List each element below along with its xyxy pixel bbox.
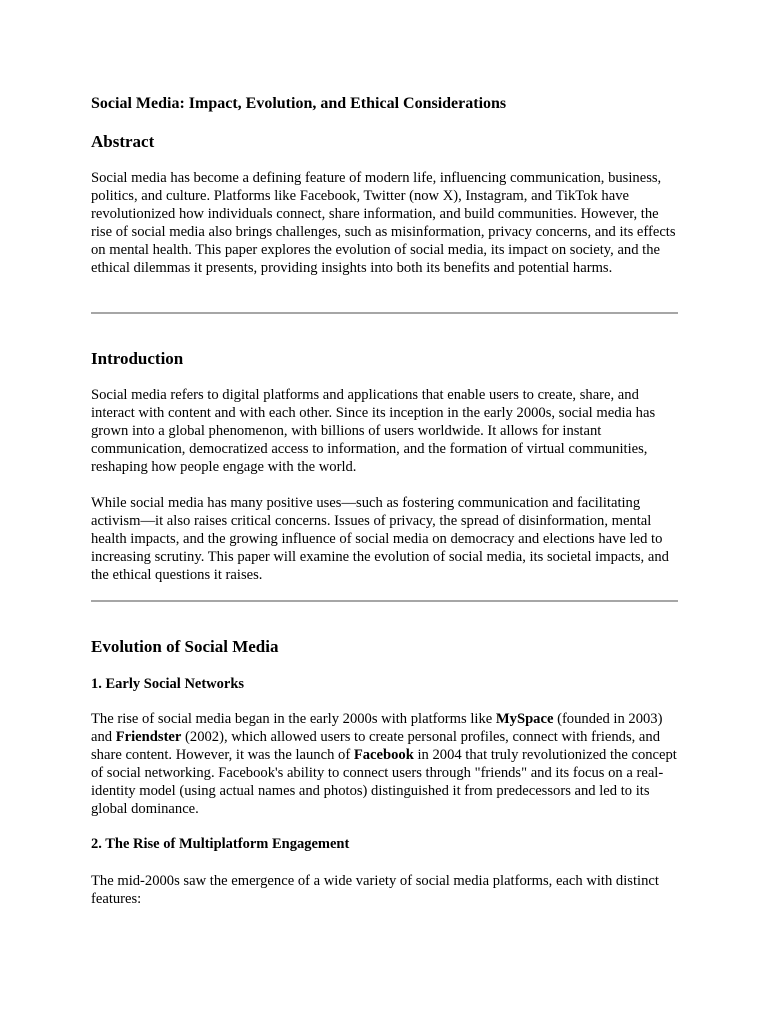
text-run: (founded in 2003) and bbox=[91, 711, 663, 745]
facebook-term: Facebook bbox=[353, 747, 414, 763]
section-divider bbox=[91, 312, 678, 314]
introduction-heading: Introduction bbox=[91, 349, 184, 368]
introduction-paragraph-2: While social media has many positive uses—such as fostering communication and facilitating activism—it also raises critical concerns. Issues of privacy, the spread of disinformation, mental health impacts, and the growing influence of social media on democracy and elections have led to increasing scrutiny. This paper will examine the evolution of social media, its societal impacts, and the ethical questions it raises. bbox=[91, 495, 669, 583]
multiplatform-paragraph: The mid-2000s saw the emergence of a wide variety of social media platforms, each with distinct features: bbox=[91, 873, 659, 907]
myspace-term: MySpace bbox=[495, 711, 554, 727]
text-run: in 2004 that truly revolutionized the concept of social networking. Facebook's ability to connect users through "friends" and its focus on a real-identity model (using actual names and photos) distinguished it from predecessors and led to its global dominance. bbox=[91, 747, 677, 817]
abstract-paragraph: Social media has become a defining feature of modern life, influencing communication, business, politics, and culture. Platforms like Facebook, Twitter (now X), Instagram, and TikTok have revolutionized how individuals connect, share information, and build communities. However, the rise of social media also brings challenges, such as misinformation, privacy concerns, and its effects on mental health. This paper explores the evolution of social media, its impact on society, and the ethical dilemmas it presents, providing insights into both its benefits and potential harms. bbox=[91, 170, 676, 276]
abstract-heading: Abstract bbox=[91, 132, 155, 151]
early-networks-paragraph bbox=[91, 710, 678, 818]
evolution-heading: Evolution of Social Media bbox=[91, 637, 279, 656]
early-networks-subheading: 1. Early Social Networks bbox=[91, 676, 245, 692]
friendster-term: Friendster bbox=[115, 729, 182, 745]
section-divider bbox=[91, 600, 678, 602]
text-run: (2002), which allowed users to create personal profiles, connect with friends, and share content. However, it was the launch of bbox=[91, 729, 660, 763]
multiplatform-subheading: 2. The Rise of Multiplatform Engagement bbox=[91, 836, 350, 852]
text-run: The rise of social media began in the early 2000s with platforms like bbox=[91, 711, 496, 727]
paper-title: Social Media: Impact, Evolution, and Ethical Considerations bbox=[91, 95, 507, 112]
introduction-paragraph-1: Social media refers to digital platforms and applications that enable users to create, share, and interact with content and with each other. Since its inception in the early 2000s, social media has grown into a global phenomenon, with billions of users worldwide. It allows for instant communication, democratized access to information, and the formation of virtual communities, reshaping how people engage with the world. bbox=[91, 387, 656, 475]
